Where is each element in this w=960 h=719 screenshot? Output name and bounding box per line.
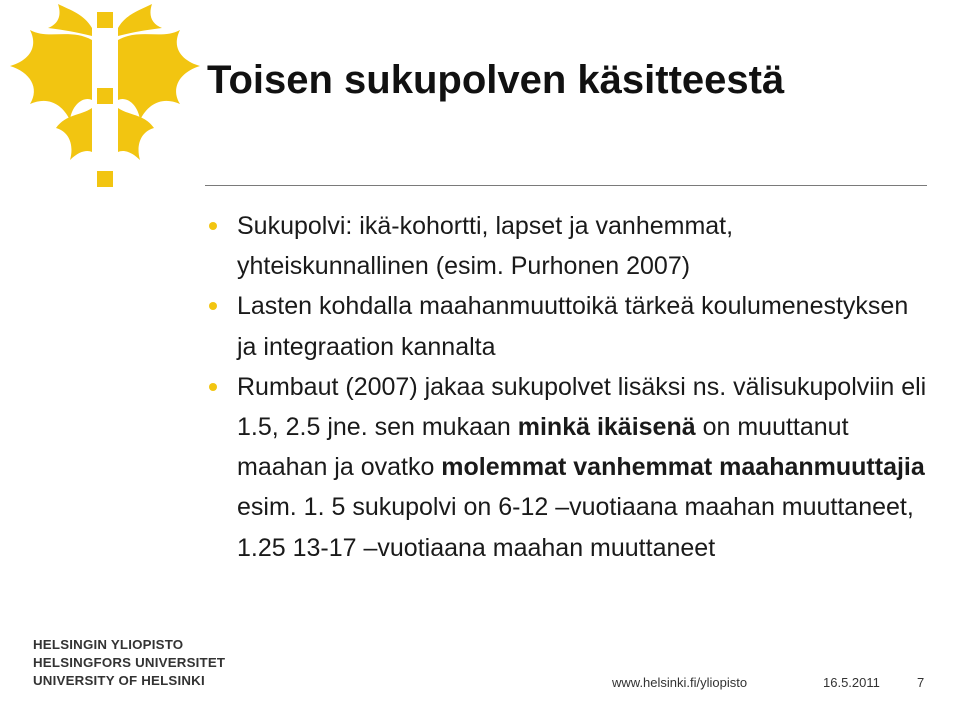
university-name-fi: HELSINGIN YLIOPISTO xyxy=(33,637,184,652)
bullet-emphasis: minkä ikäisenä xyxy=(517,413,696,442)
bullet-dot-icon xyxy=(209,222,217,230)
bullet-dot-icon xyxy=(209,383,217,391)
footer-page-number: 7 xyxy=(917,675,925,690)
university-name-sv: HELSINGFORS UNIVERSITET xyxy=(33,655,226,670)
bullet-text: on muuttanut maahan ja ovatko xyxy=(237,413,849,482)
slide-title: Toisen sukupolven käsitteestä xyxy=(207,58,785,102)
bullet-list xyxy=(207,206,927,568)
bullet-item xyxy=(207,367,927,568)
footer-url-link[interactable]: www.helsinki.fi/yliopisto xyxy=(612,675,748,690)
bullet-dot-icon xyxy=(209,302,217,310)
university-name xyxy=(33,636,225,690)
bullet-text: Sukupolvi: ikä-kohortti, lapset ja vanhemmat, yhteiskunnallinen (esim. Purhonen 2007) xyxy=(237,212,734,281)
bullet-item xyxy=(207,206,927,286)
bullet-item xyxy=(207,286,927,366)
bullet-text: esim. 1. 5 sukupolvi on 6-12 –vuotiaana maahan muuttaneet, 1.25 13-17 –vuotiaana maahan muuttaneet xyxy=(237,493,914,562)
bullet-emphasis: molemmat vanhemmat maahanmuuttajia xyxy=(441,453,925,482)
bullet-text: Lasten kohdalla maahanmuuttoikä tärkeä koulumenestyksen ja integraation kannalta xyxy=(237,292,909,361)
title-divider xyxy=(205,185,927,186)
footer-date: 16.5.2011 xyxy=(823,675,880,690)
university-flame-logo-icon xyxy=(0,0,205,195)
university-name-en: UNIVERSITY OF HELSINKI xyxy=(33,673,205,688)
bullet-text: Rumbaut (2007) jakaa sukupolvet lisäksi ns. välisukupolviin eli 1.5, 2.5 jne. sen mukaan xyxy=(237,372,927,442)
